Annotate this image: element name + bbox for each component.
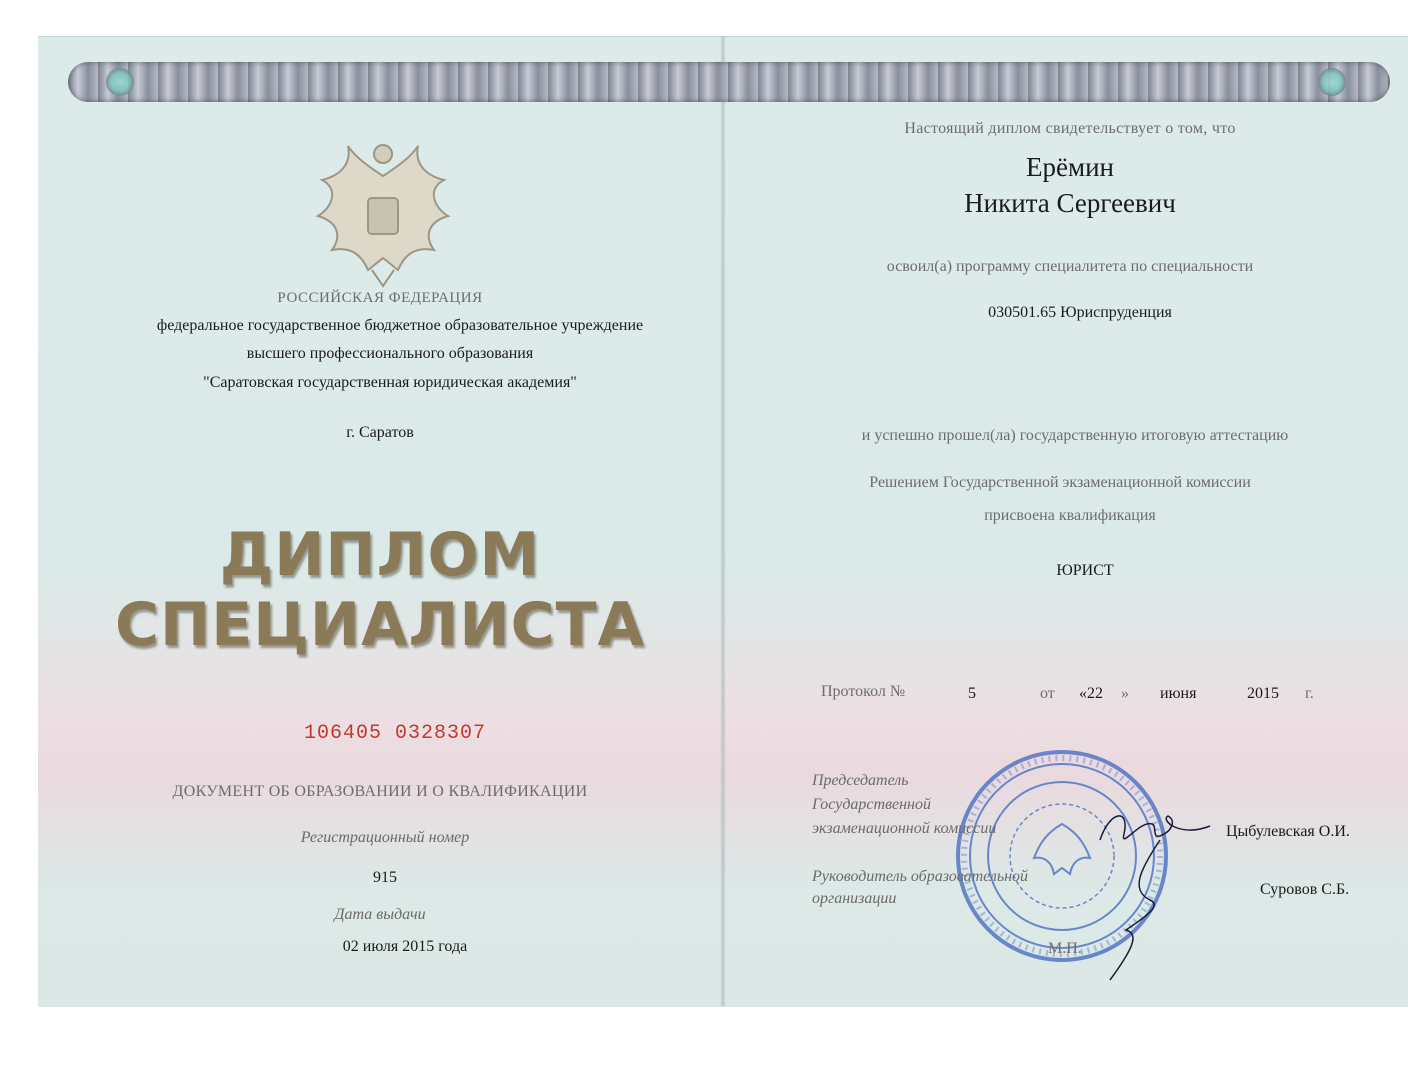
graduate-surname: Ерёмин: [1026, 152, 1114, 182]
specialty: 030501.65 Юриспруденция: [988, 304, 1172, 321]
protocol-day-close: »: [1121, 685, 1129, 702]
head-name: Суровов С.Б.: [1260, 881, 1350, 898]
registration-label: Регистрационный номер: [300, 829, 470, 846]
chair-name: Цыбулевская О.И.: [1226, 823, 1350, 840]
band-ornament: [106, 68, 134, 96]
attestation-text: и успешно прошел(ла) государственную итоговую аттестацию: [861, 427, 1289, 444]
band-ornament: [1318, 68, 1346, 96]
qualification: ЮРИСТ: [1056, 562, 1114, 579]
issue-date: 02 июля 2015 года: [342, 938, 468, 955]
head-title-line-1: Руководитель образовательной: [812, 868, 1029, 885]
institution-line-1: федеральное государственное бюджетное образовательное учреждение: [156, 317, 644, 334]
commission-decision-line-2: присвоена квалификация: [984, 507, 1156, 524]
protocol-from: от: [1040, 685, 1055, 702]
document-type: ДОКУМЕНТ ОБ ОБРАЗОВАНИИ И О КВАЛИФИКАЦИИ: [172, 783, 588, 800]
city: г. Саратов: [346, 424, 414, 441]
commission-decision-line-1: Решением Государственной экзаменационной комиссии: [869, 474, 1251, 491]
head-signature-icon: [1070, 830, 1210, 990]
protocol-label: Протокол №: [821, 683, 906, 700]
diploma-serial-number: 106405 0328307: [303, 722, 487, 745]
ornamental-guilloche-band: [68, 62, 1390, 102]
institution-line-2: высшего профессионального образования: [246, 345, 534, 362]
protocol-year: 2015: [1247, 685, 1279, 702]
institution-line-3: "Саратовская государственная юридическая академия": [203, 374, 577, 391]
country-name: РОССИЙСКАЯ ФЕДЕРАЦИЯ: [277, 290, 483, 306]
diploma-title-line-2: СПЕЦИАЛИСТА: [115, 590, 645, 660]
center-fold: [720, 36, 726, 1006]
program-mastered-text: освоил(а) программу специалитета по специальности: [886, 258, 1254, 275]
protocol-number: 5: [968, 685, 976, 702]
registration-number: 915: [373, 869, 397, 886]
eagle-emblem-icon: [308, 136, 458, 292]
graduate-name: Никита Сергеевич: [964, 188, 1176, 218]
diploma-title-line-1: ДИПЛОМ: [219, 520, 541, 590]
chair-title-line-2: Государственной: [812, 796, 931, 813]
chair-title-line-3: экзаменационной комиссии: [812, 820, 997, 837]
seal-place-mark: М.П.: [1048, 940, 1082, 957]
issue-date-label: Дата выдачи: [334, 906, 426, 923]
protocol-year-suffix: г.: [1305, 685, 1314, 702]
head-title-line-2: организации: [812, 890, 897, 907]
certificate-intro: Настоящий диплом свидетельствует о том, что: [904, 120, 1236, 137]
chair-title-line-1: Председатель: [812, 772, 909, 789]
protocol-day: «22: [1079, 685, 1103, 702]
protocol-month: июня: [1160, 685, 1197, 702]
